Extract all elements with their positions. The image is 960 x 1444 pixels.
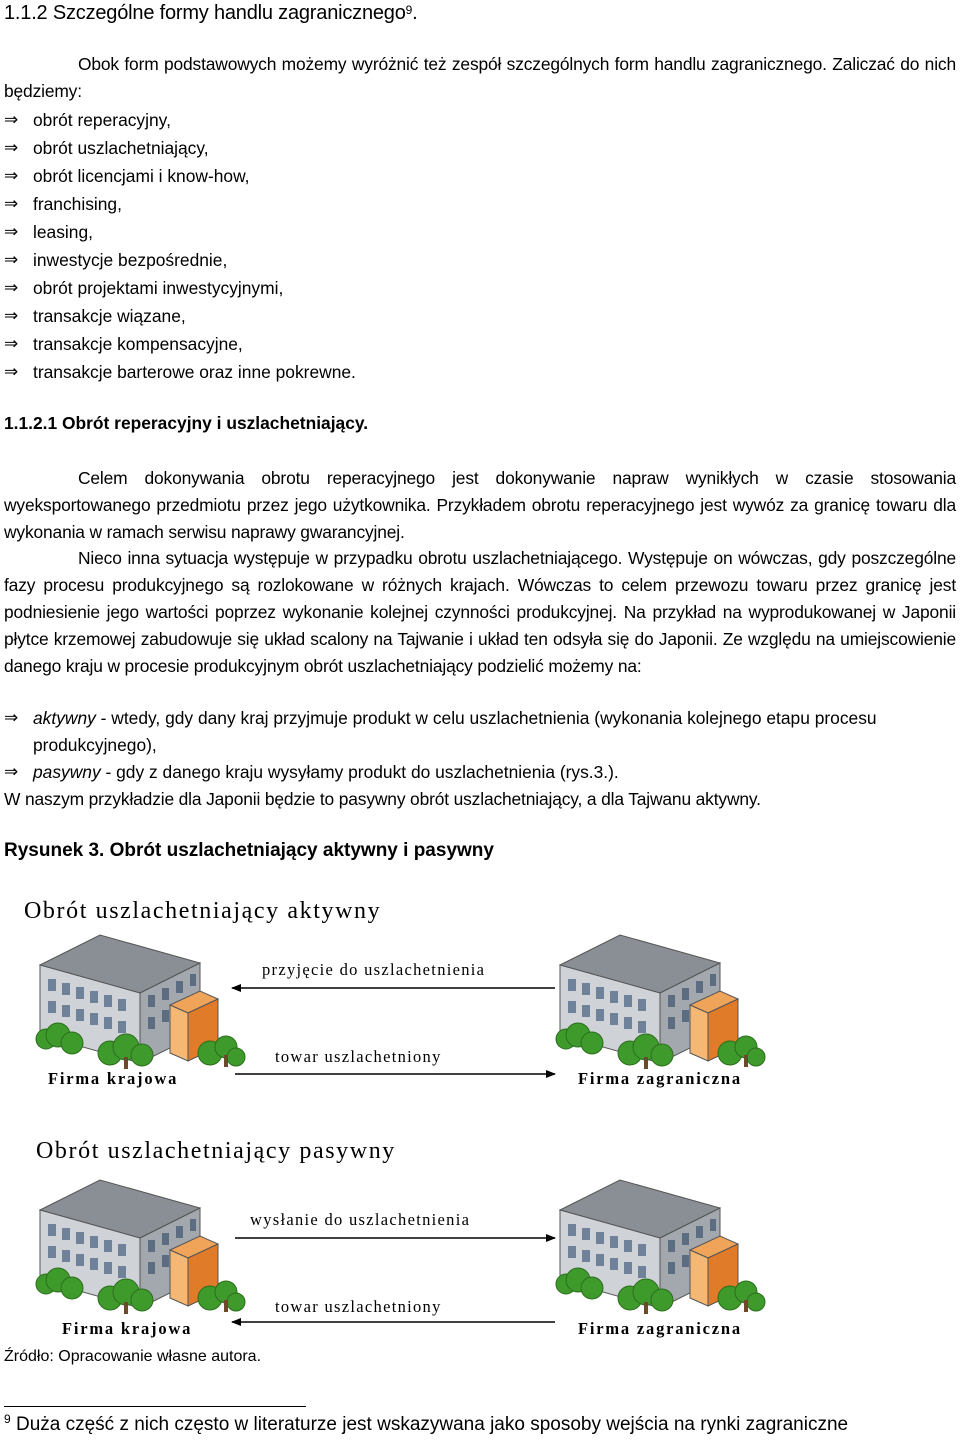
footnote-divider [4,1406,306,1407]
firm-label-domestic-active: Firma krajowa [48,1069,179,1088]
footnote-ref[interactable]: 9 [405,3,413,17]
list-item-text: inwestycje bezpośrednie, [33,250,228,270]
building-domestic-passive [36,1180,245,1314]
footnote-text: Duża część z nich często w literaturze jest wskazywana jako sposoby wejścia na rynki zagraniczne [10,1414,849,1435]
implies-arrow-icon: ⇒ [4,110,19,130]
diagram-title-passive: Obrót uszlachetniający pasywny [36,1138,396,1164]
paragraph-repair-text: Celem dokonywania obrotu reperacyjnego jest dokonywanie napraw wynikłych w czasie stosowania wyeksportowanego przedmiotu przez jego użytkownika. Przykładem obrotu reperacyjnego jest wywóz za granicę towaru dla wykonania w ramach serwisu naprawy gwarancyjnej. [4,468,956,542]
list-item-text: transakcje kompensacyjne, [33,334,243,354]
intro-text: Obok form podstawowych możemy wyróżnić też zespół szczególnych form handlu zagranicznego. Zaliczać do nich będziemy: [4,54,956,101]
list-item-text: transakcje barterowe oraz inne pokrewne. [33,362,356,382]
type-desc-passive: - gdy z danego kraju wysyłamy produkt do uszlachetnienia (rys.3.). [100,762,619,782]
diagram-title-active: Obrót uszlachetniający aktywny [24,898,382,924]
type-term-passive: pasywny [33,762,101,782]
list-item-text: transakcje wiązane, [33,306,186,326]
implies-arrow-icon: ⇒ [4,138,19,158]
subsection-heading: 1.1.2.1 Obrót reperacyjny i uszlachetniający. [4,413,369,433]
implies-arrow-icon: ⇒ [4,278,19,298]
list-item-text: obrót licencjami i know-how, [33,166,250,186]
paragraph-processing-text: Nieco inna sytuacja występuje w przypadku obrotu uszlachetniającego. Występuje on wówczas, gdy poszczególne fazy procesu produkcyjnego są rozlokowane w różnych krajach. Wówczas to celem przewozu towaru przez granicę jest podniesienie jego wartości poprzez wykonanie kolejnej czynności produkcyjnej. Na przykład na wyprodukowanej w Japonii płytce krzemowej zabudowuje się układ scalony na Tajwanie i układ ten odsyła się do Japonii. Ze względu na umiejscowienie danego kraju w procesie produkcyjnym obrót uszlachetniający podzielić możemy na: [4,548,956,676]
arrow-label-active-bottom: towar uszlachetniony [275,1047,442,1066]
footnote-number: 9 [4,1412,11,1426]
figure-source: Źródło: Opracowanie własne autora. [4,1348,262,1365]
list-item-text: obrót reperacyjny, [33,110,171,130]
type-desc-active: - wtedy, gdy dany kraj przyjmuje produkt w celu uszlachetnienia (wykonania kolejnego etapu procesu produkcyjnego), [33,708,877,755]
section-heading-period: . [412,2,418,24]
implies-arrow-icon: ⇒ [4,762,19,782]
figure-title: Rysunek 3. Obrót uszlachetniający aktywny i pasywny [4,840,494,861]
implies-arrow-icon: ⇒ [4,194,19,214]
building-foreign-active [556,935,765,1069]
paragraph-example: W naszym przykładzie dla Japonii będzie to pasywny obrót uszlachetniający, a dla Tajwanu aktywny. [4,789,761,809]
footnote [4,1414,848,1436]
implies-arrow-icon: ⇒ [4,250,19,270]
implies-arrow-icon: ⇒ [4,306,19,326]
list-item-text: franchising, [33,194,122,214]
building-foreign-passive [556,1180,765,1314]
firm-label-domestic-passive: Firma krajowa [62,1319,193,1338]
implies-arrow-icon: ⇒ [4,222,19,242]
implies-arrow-icon: ⇒ [4,362,19,382]
list-item-text: obrót projektami inwestycyjnymi, [33,278,284,298]
firm-label-foreign-passive: Firma zagraniczna [578,1319,742,1338]
arrow-label-passive-bottom: towar uszlachetniony [275,1297,442,1316]
building-domestic-active [36,935,245,1069]
implies-arrow-icon: ⇒ [4,334,19,354]
implies-arrow-icon: ⇒ [4,708,19,728]
firm-label-foreign-active: Firma zagraniczna [578,1069,742,1088]
list-item-text: obrót uszlachetniający, [33,138,209,158]
arrow-label-passive-top: wysłanie do uszlachetnienia [250,1210,471,1229]
type-term-active: aktywny [33,708,96,728]
arrow-label-active-top: przyjęcie do uszlachetnienia [262,960,486,979]
section-heading-text: 1.1.2 Szczególne formy handlu zagranicznego [4,2,406,24]
list-item-text: leasing, [33,222,93,242]
implies-arrow-icon: ⇒ [4,166,19,186]
